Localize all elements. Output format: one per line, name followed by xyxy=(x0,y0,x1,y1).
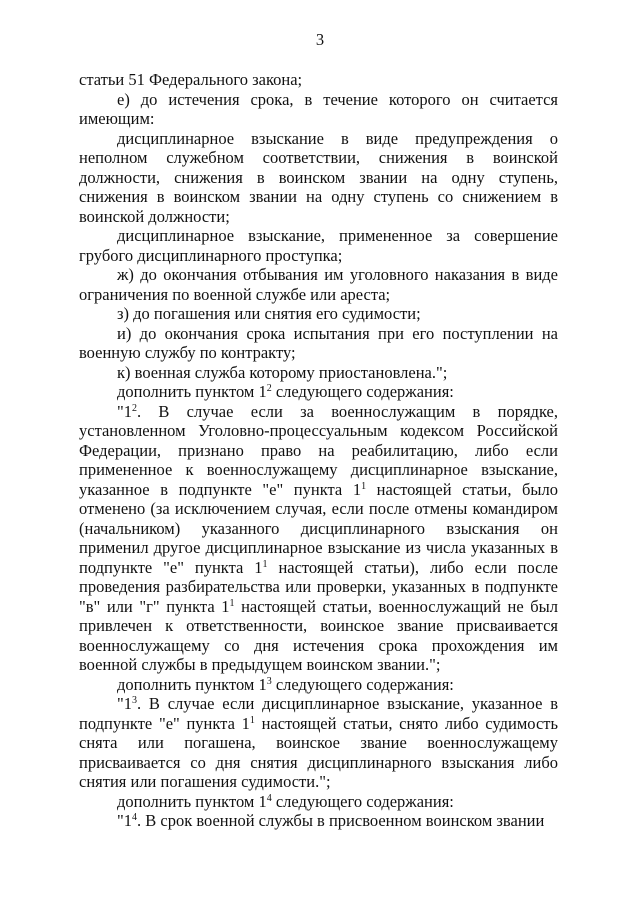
paragraph-text: дисциплинарное взыскание, примененное за совершение грубого дисциплинарного проступка; xyxy=(79,226,558,265)
paragraph xyxy=(79,363,558,383)
superscript: 4 xyxy=(132,812,137,823)
paragraph-text: и) до окончания срока испытания при его поступлении на военную службу по контракту; xyxy=(79,323,558,362)
paragraph-text: дополнить пунктом 1 xyxy=(117,674,267,694)
superscript: 3 xyxy=(266,675,272,687)
paragraph xyxy=(79,265,558,304)
page-number: 3 xyxy=(315,30,325,49)
paragraph-text: дополнить пунктом 1 xyxy=(117,382,267,401)
superscript: 1 xyxy=(249,714,255,726)
paragraph-text: . В случае если дисциплинарное взыскание, указанное в подпункте "е" пункта 1 xyxy=(79,694,558,733)
paragraph xyxy=(79,382,558,402)
paragraph-text: дисциплинарное взыскание в виде предупреждения о неполном служебном соответствии, снижения в воинской должности, снижения в воинском звании на одну ступень, снижения в воинском звании на одну ступень со снижением в воинской должности; xyxy=(79,128,558,226)
paragraph-text: настоящей статьи, было отменено (за исключением случая, если после отмены командиром (начальником) указанного дисциплинарного взыскания он применил другое дисциплинарное взыскание из числа указанных в подпункте "е" пункта 1 xyxy=(79,479,558,577)
superscript: 2 xyxy=(132,402,137,414)
paragraph xyxy=(79,70,558,90)
paragraph-text: "1 xyxy=(117,811,132,830)
paragraph-text: следующего содержания: xyxy=(271,674,454,694)
paragraph-text: "1 xyxy=(117,694,132,713)
paragraph-text: . В случае если за военнослужащим в порядке, установленном Уголовно-процессуальным кодексом Российской Федерации, признано право на реабилитацию, либо если примененное к военнослужащему дисциплинарное взыскание, указанное в подпункте "е" пункта 1 xyxy=(79,401,558,499)
paragraph-text: к) военная служба которому приостановлена."; xyxy=(117,362,448,382)
superscript: 3 xyxy=(132,695,137,706)
paragraph-text: е) до истечения срока, в течение которого он считается имеющим: xyxy=(79,89,558,128)
paragraph-text: статьи 51 Федерального закона; xyxy=(79,70,303,89)
paragraph-text: дополнить пунктом 1 xyxy=(117,791,267,811)
paragraph xyxy=(79,304,558,324)
paragraph xyxy=(79,792,558,812)
paragraph xyxy=(79,324,558,363)
paragraph-text: "1 xyxy=(117,401,132,421)
paragraph-text: следующего содержания: xyxy=(271,791,454,811)
paragraph-text: настоящей статьи, снято либо судимость снята или погашена, воинское звание военнослужащему присваивается со дня снятия дисциплинарного взыскания либо снятия или погашения судимости."; xyxy=(79,713,559,791)
paragraph-text: следующего содержания: xyxy=(271,382,454,401)
paragraph-text: ж) до окончания отбывания им уголовного наказания в виде ограничения по военной службе или ареста; xyxy=(79,265,558,304)
paragraph-text: настоящей статьи), либо если после проведения разбирательства или проверки, указанных в подпункте "в" или "г" пункта 1 xyxy=(79,557,559,616)
paragraph-text: . В срок военной службы в присвоенном воинском звании xyxy=(137,811,545,830)
paragraph xyxy=(79,90,558,129)
superscript: 1 xyxy=(361,480,367,492)
paragraph xyxy=(79,129,558,227)
paragraph xyxy=(79,675,558,695)
superscript: 2 xyxy=(266,383,272,394)
superscript: 1 xyxy=(262,558,268,570)
paragraph xyxy=(79,226,558,265)
paragraph xyxy=(79,694,558,792)
document-body xyxy=(79,70,558,831)
paragraph-text: настоящей статьи, военнослужащий не был привлечен к ответственности, воинское звание присваивается военнослужащему со дня истечения срока прохождения им военной службы в предыдущем воинском звании."; xyxy=(79,596,559,674)
superscript: 1 xyxy=(229,597,235,609)
superscript: 4 xyxy=(266,792,272,804)
paragraph-text: з) до погашения или снятия его судимости; xyxy=(117,304,421,323)
paragraph xyxy=(79,402,558,675)
paragraph xyxy=(79,811,558,831)
